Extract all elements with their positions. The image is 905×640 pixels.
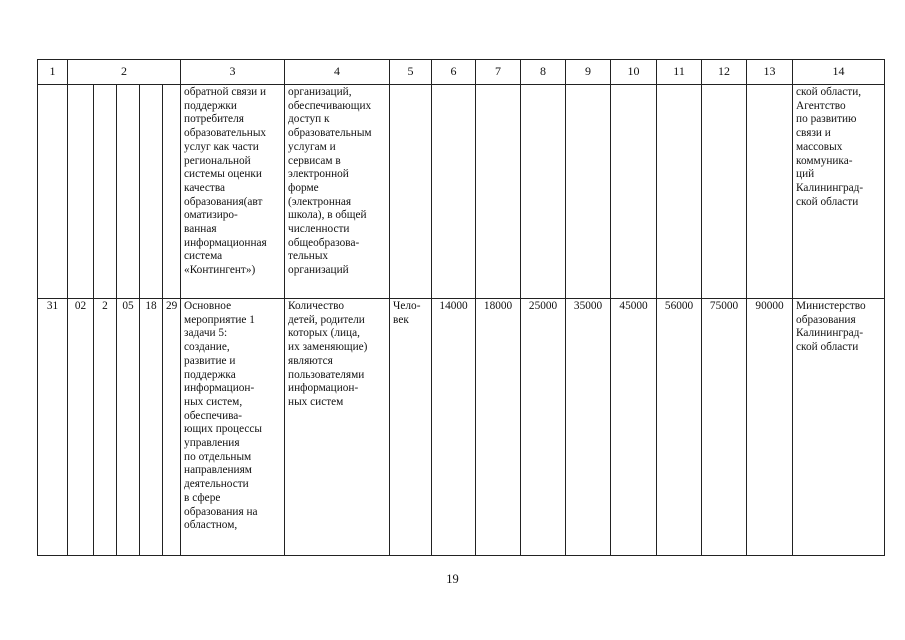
header-cell: 14 xyxy=(793,60,885,85)
code-cell: 18 xyxy=(140,299,163,556)
header-cell: 9 xyxy=(566,60,611,85)
empty-cell xyxy=(432,85,476,299)
measure-description: Основное мероприятие 1 задачи 5: создание, развитие и поддержка информацион- ных систем, обеспечива- ющих процессы управления по отдельным направлениям деятельности в сфере образования на областном, xyxy=(181,299,285,556)
code-cell: 05 xyxy=(117,299,140,556)
header-cell: 5 xyxy=(390,60,432,85)
header-cell: 12 xyxy=(702,60,747,85)
page-number: 19 xyxy=(446,572,459,586)
header-row xyxy=(38,60,885,85)
empty-cell xyxy=(476,85,521,299)
empty-cell xyxy=(702,85,747,299)
measure-description: обратной связи и поддержки потребителя образовательных услуг как части региональной системы оценки качества образования(авт оматизиро- ванная информационная система «Контингент») xyxy=(181,85,285,299)
header-cell: 4 xyxy=(285,60,390,85)
header-cell: 2 xyxy=(68,60,181,85)
table-row xyxy=(38,85,885,299)
header-cell: 7 xyxy=(476,60,521,85)
code-cell: 29 xyxy=(163,299,181,556)
empty-cell xyxy=(163,85,181,299)
empty-cell xyxy=(140,85,163,299)
header-cell: 13 xyxy=(747,60,793,85)
empty-cell xyxy=(94,85,117,299)
empty-cell xyxy=(117,85,140,299)
value-cell: 56000 xyxy=(657,299,702,556)
responsible-executor: Министерство образования Калининград- ской области xyxy=(793,299,885,556)
value-cell: 35000 xyxy=(566,299,611,556)
value-cell: 90000 xyxy=(747,299,793,556)
header-cell: 6 xyxy=(432,60,476,85)
empty-cell xyxy=(390,85,432,299)
value-cell: 25000 xyxy=(521,299,566,556)
value-cell: 14000 xyxy=(432,299,476,556)
unit-cell: Чело- век xyxy=(390,299,432,556)
table-row xyxy=(38,299,885,556)
indicator-description: Количество детей, родители которых (лица, их заменяющие) являются пользователями информацион- ных систем xyxy=(285,299,390,556)
empty-cell xyxy=(657,85,702,299)
header-cell: 3 xyxy=(181,60,285,85)
empty-cell xyxy=(521,85,566,299)
value-cell: 75000 xyxy=(702,299,747,556)
code-cell: 31 xyxy=(38,299,68,556)
code-cell: 02 xyxy=(68,299,94,556)
empty-cell xyxy=(566,85,611,299)
empty-cell xyxy=(68,85,94,299)
header-cell: 11 xyxy=(657,60,702,85)
empty-cell xyxy=(747,85,793,299)
header-cell: 1 xyxy=(38,60,68,85)
value-cell: 45000 xyxy=(611,299,657,556)
indicator-description: организаций, обеспечивающих доступ к образовательным услугам и сервисам в электронной форме (электронная школа), в общей численности общеобразова- тельных организаций xyxy=(285,85,390,299)
code-cell: 2 xyxy=(94,299,117,556)
responsible-executor: ской области, Агентство по развитию связи и массовых коммуника- ций Калининград- ской области xyxy=(793,85,885,299)
header-cell: 10 xyxy=(611,60,657,85)
value-cell: 18000 xyxy=(476,299,521,556)
empty-cell xyxy=(611,85,657,299)
empty-cell xyxy=(38,85,68,299)
data-table xyxy=(37,59,885,556)
header-cell: 8 xyxy=(521,60,566,85)
